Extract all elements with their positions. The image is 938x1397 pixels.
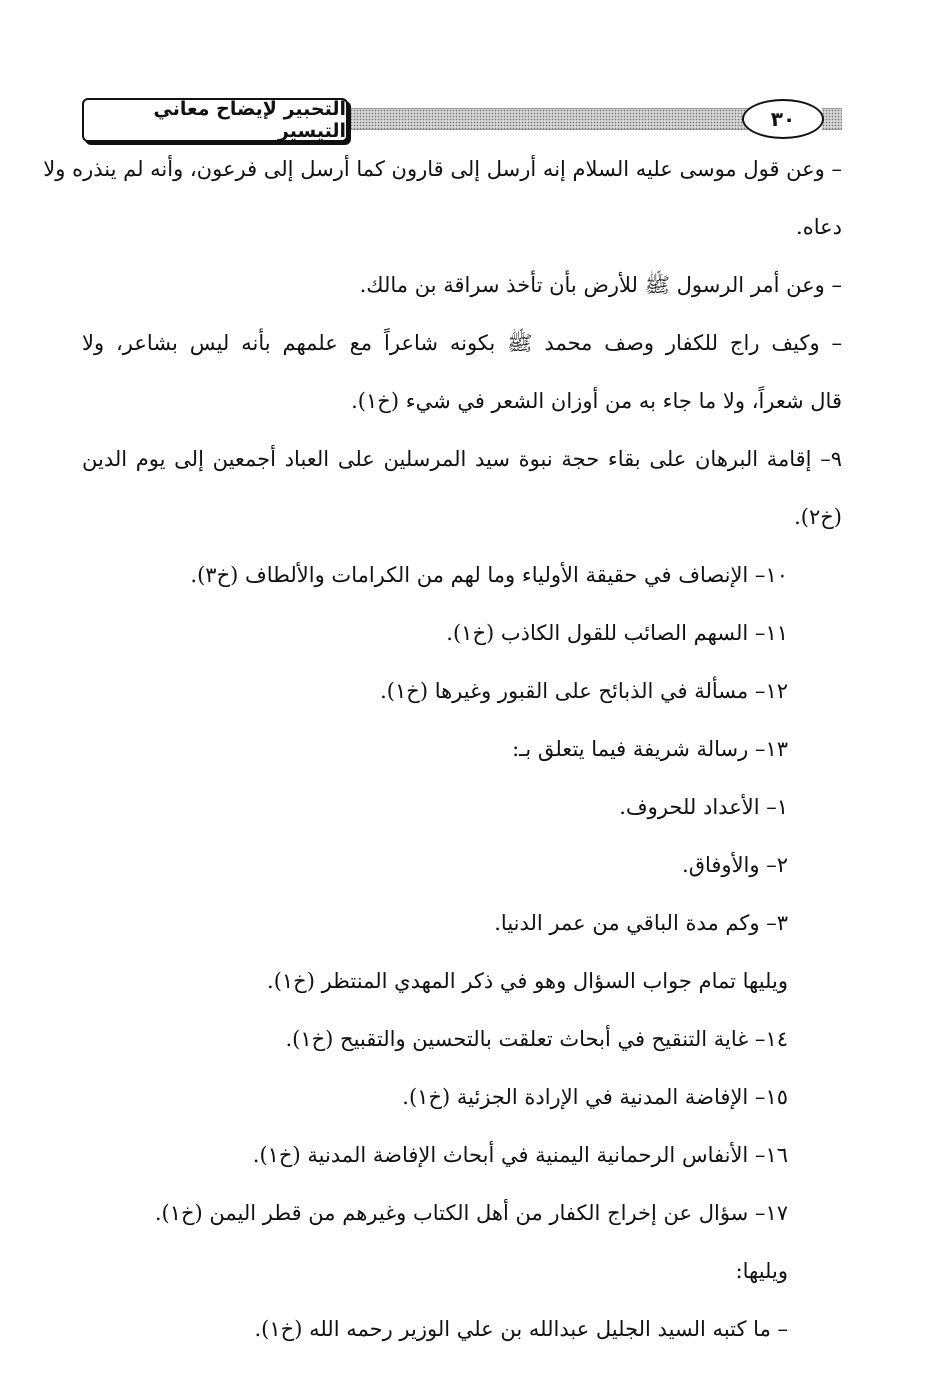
list-item-10: ١٠– الإنصاف في حقيقة الأولياء وما لهم من الكرامات والألطاف (خ٣). (190, 563, 788, 587)
list-item-14: ١٤– غاية التنقيح في أبحاث تعلقت بالتحسين والتقبيح (خ١). (285, 1027, 788, 1051)
text-line-5: قال شعراً، ولا ما جاء به من أوزان الشعر في شيء (خ١). (351, 389, 842, 413)
appendix-item: – ما كتبه السيد الجليل عبدالله بن علي الوزير رحمه الله (خ١). (254, 1317, 788, 1341)
list-item-17: ١٧– سؤال عن إخراج الكفار من أهل الكتاب وغيرهم من قطر اليمن (خ١). (154, 1201, 788, 1225)
list-item-9-continued: (خ٢). (794, 505, 842, 529)
text-line-1: – وعن قول موسى عليه السلام إنه أرسل إلى قارون كما أرسل إلى فرعون، وأنه لم ينذره ولا (43, 157, 842, 181)
page-header (82, 98, 842, 140)
page-number: ٣٠ (742, 99, 824, 139)
sub-item-3: ٣– وكم مدة الباقي من عمر الدنيا. (494, 911, 788, 935)
list-item-9: ٩– إقامة البرهان على بقاء حجة نبوة سيد المرسلين على العباد أجمعين إلى يوم الدين (82, 447, 842, 471)
header-ornament-band (344, 108, 752, 130)
list-item-16: ١٦– الأنفاس الرحمانية اليمنية في أبحاث الإفاضة المدنية (خ١). (252, 1143, 788, 1167)
text-line-4: – وكيف راج للكفار وصف محمد ﷺ بكونه شاعراً مع علمهم بأنه ليس بشاعر، ولا (82, 331, 842, 355)
list-item-12: ١٢– مسألة في الذبائح على القبور وغيرها (خ١). (380, 679, 788, 703)
sub-item-2: ٢– والأوفاق. (682, 853, 788, 877)
text-line-2: دعاه. (796, 215, 842, 239)
appendix-note: ويليها تمام جواب السؤال وهو في ذكر المهدي المنتظر (خ١). (267, 969, 788, 993)
running-title: التحبير لإيضاح معاني التيسير (82, 98, 348, 142)
sub-item-1: ١– الأعداد للحروف. (619, 795, 788, 819)
text-line-3: – وعن أمر الرسول ﷺ للأرض بأن تأخذ سراقة بن مالك. (359, 273, 842, 297)
header-ornament-band-end (822, 108, 842, 130)
list-item-13: ١٣– رسالة شريفة فيما يتعلق بـ: (512, 737, 788, 761)
followed-by-label: ويليها: (735, 1259, 788, 1283)
list-item-15: ١٥– الإفاضة المدنية في الإرادة الجزئية (خ١). (402, 1085, 788, 1109)
list-item-11: ١١– السهم الصائب للقول الكاذب (خ١). (446, 621, 788, 645)
